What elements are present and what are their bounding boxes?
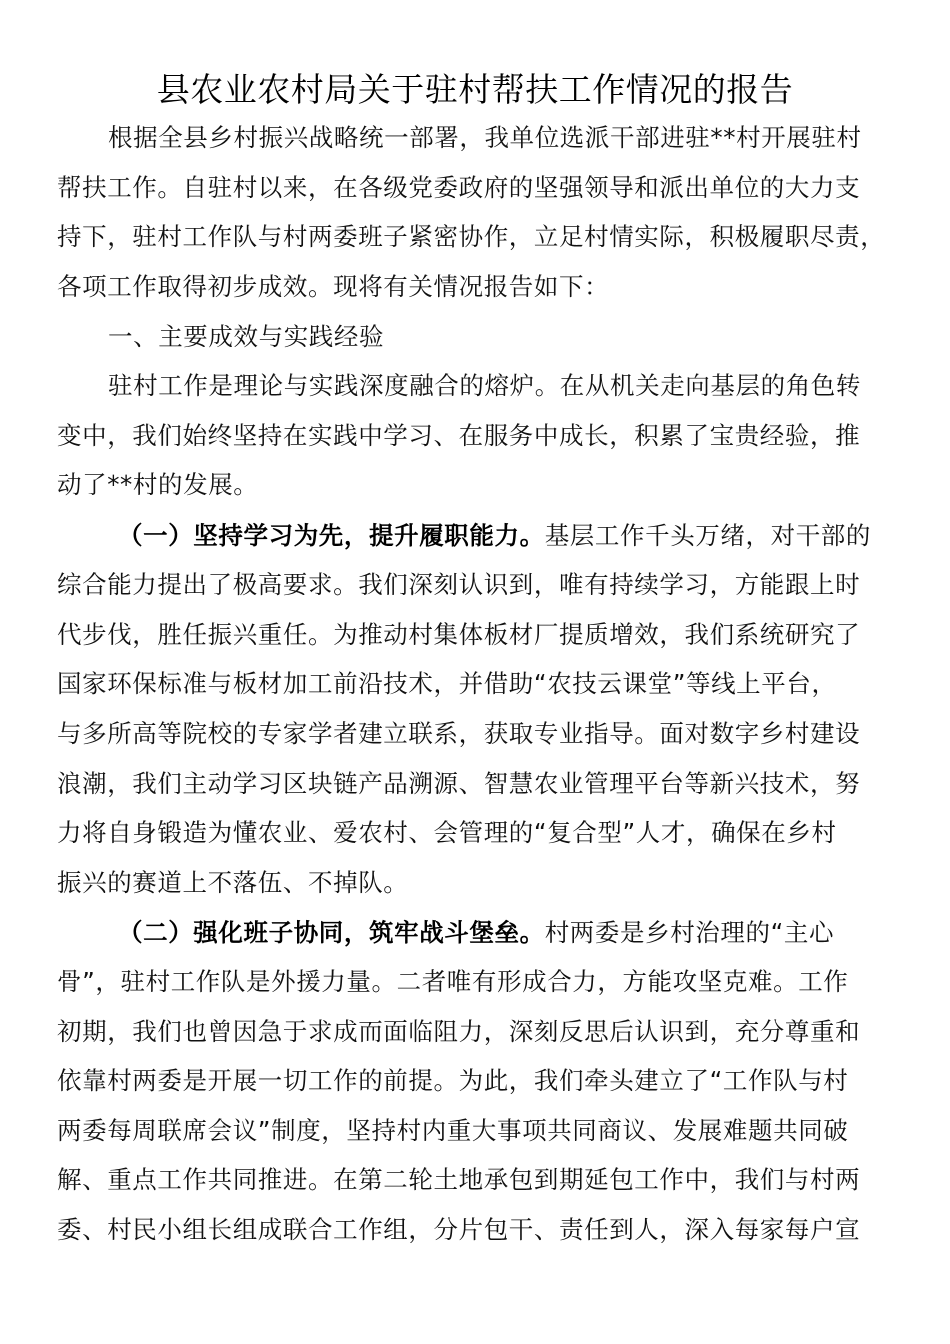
- subsection-1-heading: （一）坚持学习为先，提升履职能力。: [118, 521, 545, 550]
- subsection-1-first-line: [118, 516, 871, 556]
- subsection-2-line-2: 骨”，驻村工作队是外援力量。二者唯有形成合力，方能攻坚克难。工作: [57, 967, 849, 996]
- subsection-2-line-3: 初期，我们也曾因急于求成而面临阻力，深刻反思后认识到，充分尊重和: [57, 1017, 861, 1046]
- subsection-2-first-line-text: 村两委是乡村治理的“主心: [544, 918, 835, 947]
- subsection-2-line-6: 解、重点工作共同推进。在第二轮土地承包到期延包工作中，我们与村两: [57, 1165, 861, 1194]
- practice-line-2: 变中，我们始终坚持在实践中学习、在服务中成长，积累了宝贵经验，推: [57, 421, 861, 450]
- intro-line-3: 持下，驻村工作队与村两委班子紧密协作，立足村情实际，积极履职尽责，: [57, 222, 886, 251]
- subsection-1-line-7: 力将自身锻造为懂农业、爱农村、会管理的“复合型”人才，确保在乡村: [57, 818, 837, 847]
- subsection-2-line-4: 依靠村两委是开展一切工作的前提。为此，我们牵头建立了“工作队与村: [57, 1066, 849, 1095]
- subsection-1-line-3: 代步伐，胜任振兴重任。为推动村集体板材厂提质增效，我们系统研究了: [57, 620, 861, 649]
- subsection-1-line-2: 综合能力提出了极高要求。我们深刻认识到，唯有持续学习，方能跟上时: [57, 570, 861, 599]
- subsection-1-line-5: 与多所高等院校的专家学者建立联系，获取专业指导。面对数字乡村建设: [57, 719, 861, 748]
- subsection-2-line-7: 委、村民小组长组成联合工作组，分片包干、责任到人，深入每家每户宣: [57, 1215, 861, 1244]
- intro-line-4: 各项工作取得初步成效。现将有关情况报告如下：: [57, 272, 610, 301]
- practice-line-3: 动了**村的发展。: [57, 470, 259, 499]
- practice-line-1: 驻村工作是理论与实践深度融合的熔炉。在从机关走向基层的角色转: [108, 371, 861, 400]
- subsection-2-first-line: [118, 913, 834, 953]
- subsection-2-line-5: 两委每周联席会议”制度，坚持村内重大事项共同商议、发展难题共同破: [57, 1116, 849, 1145]
- intro-line-1: 根据全县乡村振兴战略统一部署，我单位选派干部进驻**村开展驻村: [108, 123, 862, 152]
- subsection-1-first-line-text: 基层工作千头万绪，对干部的: [544, 521, 872, 550]
- subsection-1-line-8: 振兴的赛道上不落伍、不掉队。: [57, 868, 409, 897]
- intro-line-2: 帮扶工作。自驻村以来，在各级党委政府的坚强领导和派出单位的大力支: [57, 173, 861, 202]
- subsection-1-line-4: 国家环保标准与板材加工前沿技术，并借助“农技云课堂”等线上平台，: [57, 669, 837, 698]
- subsection-2-heading: （二）强化班子协同，筑牢战斗堡垒。: [118, 918, 545, 947]
- document-title: 县农业农村局关于驻村帮扶工作情况的报告: [156, 70, 794, 109]
- subsection-1-line-6: 浪潮，我们主动学习区块链产品溯源、智慧农业管理平台等新兴技术，努: [57, 769, 861, 798]
- section-heading-1: 一、主要成效与实践经验: [108, 322, 385, 351]
